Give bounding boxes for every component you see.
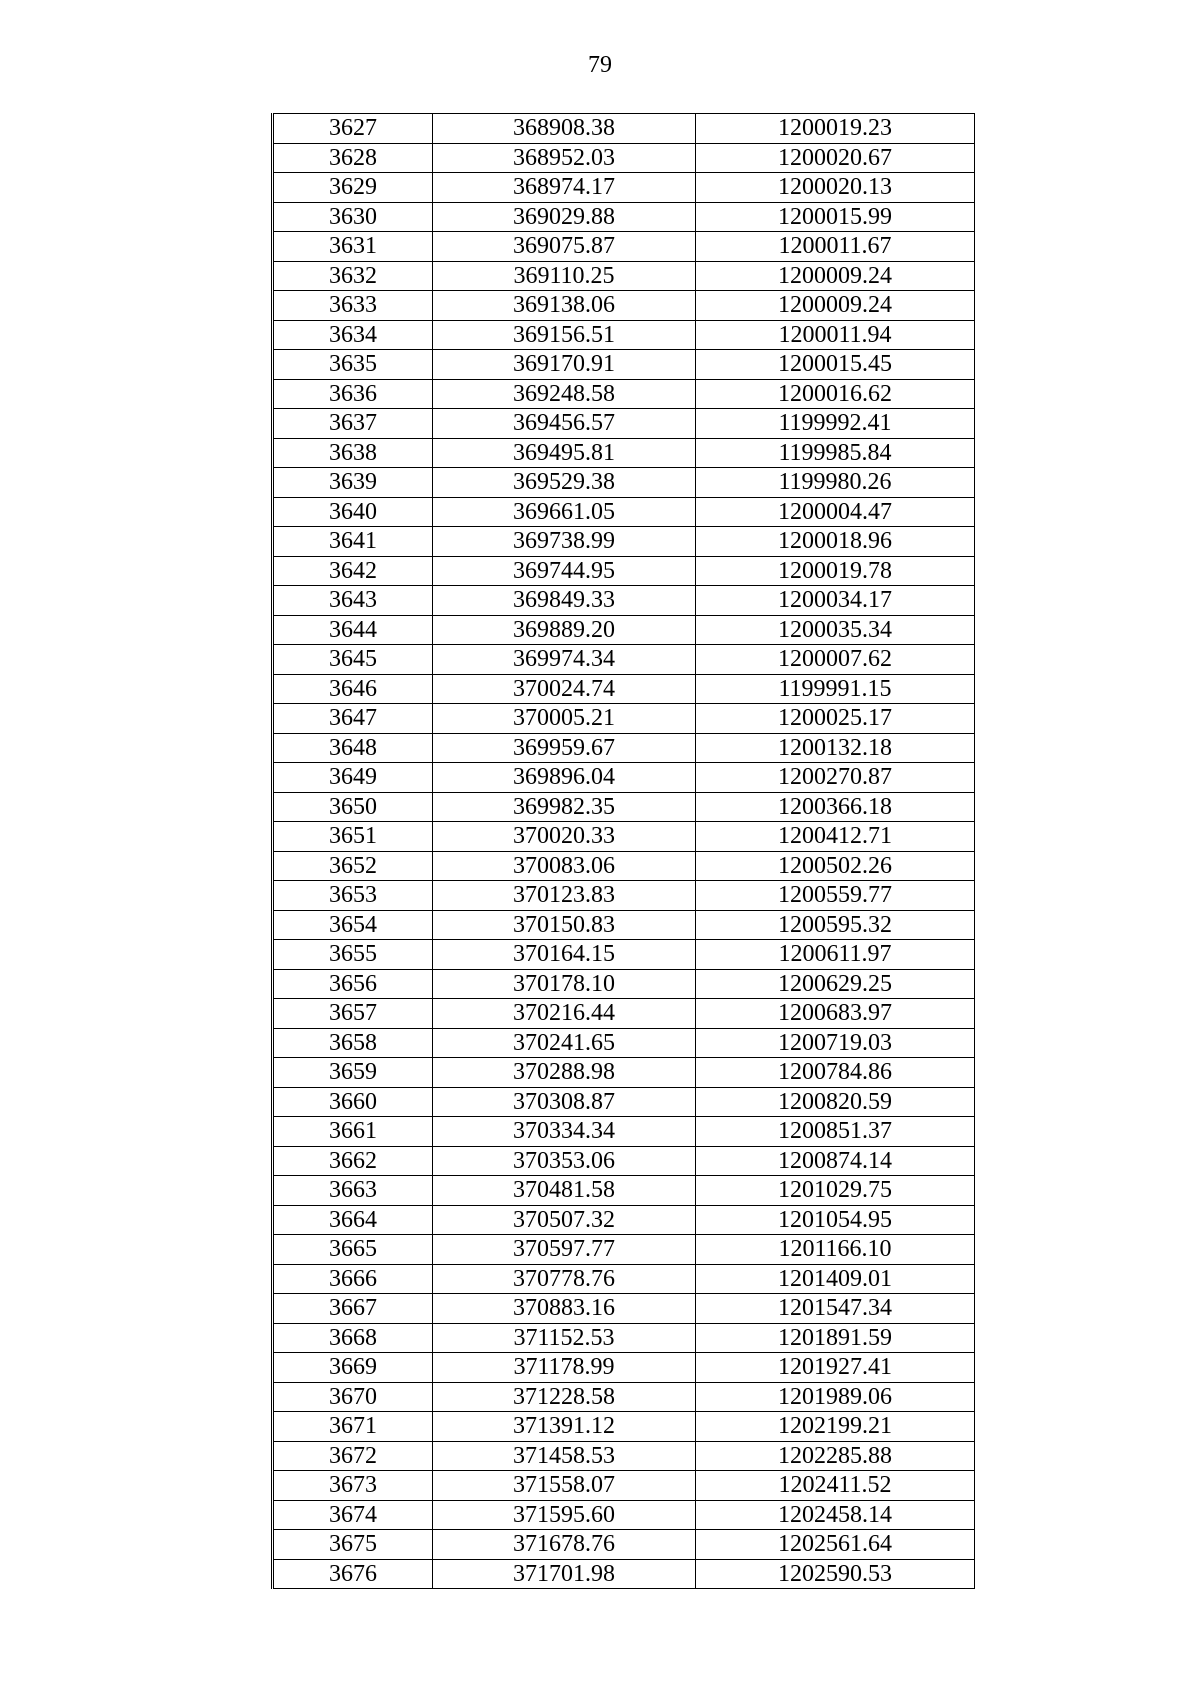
x-coordinate-cell: 370597.77	[433, 1235, 696, 1265]
y-coordinate-cell: 1200015.45	[696, 350, 975, 380]
x-coordinate-cell: 369456.57	[433, 409, 696, 439]
y-coordinate-cell: 1200011.67	[696, 232, 975, 262]
y-coordinate-cell: 1201166.10	[696, 1235, 975, 1265]
y-coordinate-cell: 1201029.75	[696, 1176, 975, 1206]
x-coordinate-cell: 371701.98	[433, 1559, 696, 1589]
point-number-cell: 3659	[273, 1058, 433, 1088]
y-coordinate-cell: 1200035.34	[696, 615, 975, 645]
point-number-cell: 3628	[273, 143, 433, 173]
point-number-cell: 3644	[273, 615, 433, 645]
table-row	[273, 674, 975, 704]
y-coordinate-cell: 1200009.24	[696, 291, 975, 321]
table-row	[273, 468, 975, 498]
table-row	[273, 1441, 975, 1471]
x-coordinate-cell: 370024.74	[433, 674, 696, 704]
table-row	[273, 232, 975, 262]
y-coordinate-cell: 1200019.78	[696, 556, 975, 586]
y-coordinate-cell: 1200502.26	[696, 851, 975, 881]
x-coordinate-cell: 369529.38	[433, 468, 696, 498]
y-coordinate-cell: 1201054.95	[696, 1205, 975, 1235]
point-number-cell: 3636	[273, 379, 433, 409]
table-row	[273, 792, 975, 822]
point-number-cell: 3666	[273, 1264, 433, 1294]
x-coordinate-cell: 370883.16	[433, 1294, 696, 1324]
point-number-cell: 3641	[273, 527, 433, 557]
x-coordinate-cell: 371595.60	[433, 1500, 696, 1530]
x-coordinate-cell: 368952.03	[433, 143, 696, 173]
table-row	[273, 1559, 975, 1589]
x-coordinate-cell: 370083.06	[433, 851, 696, 881]
point-number-cell: 3661	[273, 1117, 433, 1147]
x-coordinate-cell: 369974.34	[433, 645, 696, 675]
x-coordinate-cell: 370481.58	[433, 1176, 696, 1206]
x-coordinate-cell: 370150.83	[433, 910, 696, 940]
point-number-cell: 3627	[273, 114, 433, 144]
point-number-cell: 3655	[273, 940, 433, 970]
x-coordinate-cell: 370334.34	[433, 1117, 696, 1147]
table-row	[273, 1471, 975, 1501]
point-number-cell: 3656	[273, 969, 433, 999]
x-coordinate-cell: 369110.25	[433, 261, 696, 291]
y-coordinate-cell: 1200011.94	[696, 320, 975, 350]
x-coordinate-cell: 371678.76	[433, 1530, 696, 1560]
y-coordinate-cell: 1200132.18	[696, 733, 975, 763]
point-number-cell: 3646	[273, 674, 433, 704]
point-number-cell: 3665	[273, 1235, 433, 1265]
table-row	[273, 1058, 975, 1088]
y-coordinate-cell: 1200018.96	[696, 527, 975, 557]
table-row	[273, 261, 975, 291]
point-number-cell: 3640	[273, 497, 433, 527]
point-number-cell: 3657	[273, 999, 433, 1029]
point-number-cell: 3647	[273, 704, 433, 734]
point-number-cell: 3671	[273, 1412, 433, 1442]
y-coordinate-cell: 1200629.25	[696, 969, 975, 999]
point-number-cell: 3645	[273, 645, 433, 675]
y-coordinate-cell: 1202285.88	[696, 1441, 975, 1471]
y-coordinate-cell: 1199991.15	[696, 674, 975, 704]
table-row	[273, 1323, 975, 1353]
y-coordinate-cell: 1200683.97	[696, 999, 975, 1029]
x-coordinate-cell: 370178.10	[433, 969, 696, 999]
x-coordinate-cell: 370353.06	[433, 1146, 696, 1176]
x-coordinate-cell: 369138.06	[433, 291, 696, 321]
table-row	[273, 173, 975, 203]
table-row	[273, 1146, 975, 1176]
table-row	[273, 1117, 975, 1147]
table-row	[273, 851, 975, 881]
y-coordinate-cell: 1200025.17	[696, 704, 975, 734]
x-coordinate-cell: 370216.44	[433, 999, 696, 1029]
y-coordinate-cell: 1201927.41	[696, 1353, 975, 1383]
x-coordinate-cell: 370020.33	[433, 822, 696, 852]
point-number-cell: 3651	[273, 822, 433, 852]
table-row	[273, 999, 975, 1029]
point-number-cell: 3652	[273, 851, 433, 881]
table-row	[273, 910, 975, 940]
y-coordinate-cell: 1200559.77	[696, 881, 975, 911]
point-number-cell: 3658	[273, 1028, 433, 1058]
y-coordinate-cell: 1201891.59	[696, 1323, 975, 1353]
y-coordinate-cell: 1200270.87	[696, 763, 975, 793]
point-number-cell: 3637	[273, 409, 433, 439]
table-row	[273, 615, 975, 645]
point-number-cell: 3654	[273, 910, 433, 940]
table-row	[273, 379, 975, 409]
table-row	[273, 1412, 975, 1442]
x-coordinate-cell: 370123.83	[433, 881, 696, 911]
x-coordinate-cell: 368974.17	[433, 173, 696, 203]
x-coordinate-cell: 369889.20	[433, 615, 696, 645]
x-coordinate-cell: 369849.33	[433, 586, 696, 616]
y-coordinate-cell: 1200851.37	[696, 1117, 975, 1147]
coordinates-table	[271, 113, 975, 1589]
table-row	[273, 763, 975, 793]
point-number-cell: 3638	[273, 438, 433, 468]
y-coordinate-cell: 1200015.99	[696, 202, 975, 232]
table-row	[273, 556, 975, 586]
point-number-cell: 3649	[273, 763, 433, 793]
y-coordinate-cell: 1201989.06	[696, 1382, 975, 1412]
point-number-cell: 3668	[273, 1323, 433, 1353]
table-row	[273, 704, 975, 734]
y-coordinate-cell: 1202561.64	[696, 1530, 975, 1560]
table-row	[273, 586, 975, 616]
y-coordinate-cell: 1200034.17	[696, 586, 975, 616]
x-coordinate-cell: 371558.07	[433, 1471, 696, 1501]
y-coordinate-cell: 1200020.67	[696, 143, 975, 173]
table-row	[273, 940, 975, 970]
y-coordinate-cell: 1199992.41	[696, 409, 975, 439]
x-coordinate-cell: 370507.32	[433, 1205, 696, 1235]
y-coordinate-cell: 1200007.62	[696, 645, 975, 675]
point-number-cell: 3675	[273, 1530, 433, 1560]
coordinates-table-body	[273, 114, 975, 1589]
table-row	[273, 1264, 975, 1294]
point-number-cell: 3633	[273, 291, 433, 321]
y-coordinate-cell: 1202458.14	[696, 1500, 975, 1530]
point-number-cell: 3635	[273, 350, 433, 380]
table-row	[273, 527, 975, 557]
table-row	[273, 1353, 975, 1383]
point-number-cell: 3669	[273, 1353, 433, 1383]
x-coordinate-cell: 369661.05	[433, 497, 696, 527]
point-number-cell: 3673	[273, 1471, 433, 1501]
point-number-cell: 3664	[273, 1205, 433, 1235]
point-number-cell: 3660	[273, 1087, 433, 1117]
table-row	[273, 1500, 975, 1530]
x-coordinate-cell: 369982.35	[433, 792, 696, 822]
x-coordinate-cell: 369896.04	[433, 763, 696, 793]
x-coordinate-cell: 371228.58	[433, 1382, 696, 1412]
x-coordinate-cell: 369248.58	[433, 379, 696, 409]
table-row	[273, 320, 975, 350]
point-number-cell: 3663	[273, 1176, 433, 1206]
x-coordinate-cell: 370005.21	[433, 704, 696, 734]
y-coordinate-cell: 1199980.26	[696, 468, 975, 498]
x-coordinate-cell: 369156.51	[433, 320, 696, 350]
point-number-cell: 3648	[273, 733, 433, 763]
y-coordinate-cell: 1200820.59	[696, 1087, 975, 1117]
x-coordinate-cell: 370288.98	[433, 1058, 696, 1088]
x-coordinate-cell: 370778.76	[433, 1264, 696, 1294]
y-coordinate-cell: 1200784.86	[696, 1058, 975, 1088]
point-number-cell: 3670	[273, 1382, 433, 1412]
x-coordinate-cell: 368908.38	[433, 114, 696, 144]
table-row	[273, 350, 975, 380]
point-number-cell: 3676	[273, 1559, 433, 1589]
point-number-cell: 3650	[273, 792, 433, 822]
x-coordinate-cell: 369029.88	[433, 202, 696, 232]
x-coordinate-cell: 369959.67	[433, 733, 696, 763]
x-coordinate-cell: 370241.65	[433, 1028, 696, 1058]
y-coordinate-cell: 1202411.52	[696, 1471, 975, 1501]
y-coordinate-cell: 1200009.24	[696, 261, 975, 291]
y-coordinate-cell: 1200016.62	[696, 379, 975, 409]
point-number-cell: 3639	[273, 468, 433, 498]
y-coordinate-cell: 1200019.23	[696, 114, 975, 144]
table-row	[273, 1176, 975, 1206]
table-row	[273, 202, 975, 232]
x-coordinate-cell: 371152.53	[433, 1323, 696, 1353]
y-coordinate-cell: 1200020.13	[696, 173, 975, 203]
point-number-cell: 3632	[273, 261, 433, 291]
point-number-cell: 3674	[273, 1500, 433, 1530]
y-coordinate-cell: 1202199.21	[696, 1412, 975, 1442]
table-row	[273, 1235, 975, 1265]
point-number-cell: 3643	[273, 586, 433, 616]
table-row	[273, 645, 975, 675]
y-coordinate-cell: 1199985.84	[696, 438, 975, 468]
table-row	[273, 1294, 975, 1324]
page-number: 79	[588, 52, 612, 78]
x-coordinate-cell: 369075.87	[433, 232, 696, 262]
point-number-cell: 3667	[273, 1294, 433, 1324]
y-coordinate-cell: 1202590.53	[696, 1559, 975, 1589]
y-coordinate-cell: 1200719.03	[696, 1028, 975, 1058]
table-row	[273, 497, 975, 527]
table-row	[273, 969, 975, 999]
x-coordinate-cell: 369170.91	[433, 350, 696, 380]
point-number-cell: 3629	[273, 173, 433, 203]
y-coordinate-cell: 1200004.47	[696, 497, 975, 527]
x-coordinate-cell: 369495.81	[433, 438, 696, 468]
point-number-cell: 3662	[273, 1146, 433, 1176]
table-row	[273, 1205, 975, 1235]
table-row	[273, 1382, 975, 1412]
y-coordinate-cell: 1200611.97	[696, 940, 975, 970]
table-row	[273, 1028, 975, 1058]
point-number-cell: 3630	[273, 202, 433, 232]
table-row	[273, 1087, 975, 1117]
y-coordinate-cell: 1200595.32	[696, 910, 975, 940]
table-row	[273, 1530, 975, 1560]
x-coordinate-cell: 369744.95	[433, 556, 696, 586]
table-row	[273, 409, 975, 439]
point-number-cell: 3653	[273, 881, 433, 911]
y-coordinate-cell: 1200874.14	[696, 1146, 975, 1176]
x-coordinate-cell: 371458.53	[433, 1441, 696, 1471]
point-number-cell: 3642	[273, 556, 433, 586]
x-coordinate-cell: 371391.12	[433, 1412, 696, 1442]
y-coordinate-cell: 1201547.34	[696, 1294, 975, 1324]
x-coordinate-cell: 370164.15	[433, 940, 696, 970]
x-coordinate-cell: 369738.99	[433, 527, 696, 557]
table-row	[273, 822, 975, 852]
y-coordinate-cell: 1200366.18	[696, 792, 975, 822]
point-number-cell: 3672	[273, 1441, 433, 1471]
table-row	[273, 881, 975, 911]
table-row	[273, 291, 975, 321]
x-coordinate-cell: 371178.99	[433, 1353, 696, 1383]
table-row	[273, 438, 975, 468]
table-row	[273, 143, 975, 173]
point-number-cell: 3634	[273, 320, 433, 350]
point-number-cell: 3631	[273, 232, 433, 262]
y-coordinate-cell: 1200412.71	[696, 822, 975, 852]
x-coordinate-cell: 370308.87	[433, 1087, 696, 1117]
y-coordinate-cell: 1201409.01	[696, 1264, 975, 1294]
table-row	[273, 733, 975, 763]
table-row	[273, 114, 975, 144]
